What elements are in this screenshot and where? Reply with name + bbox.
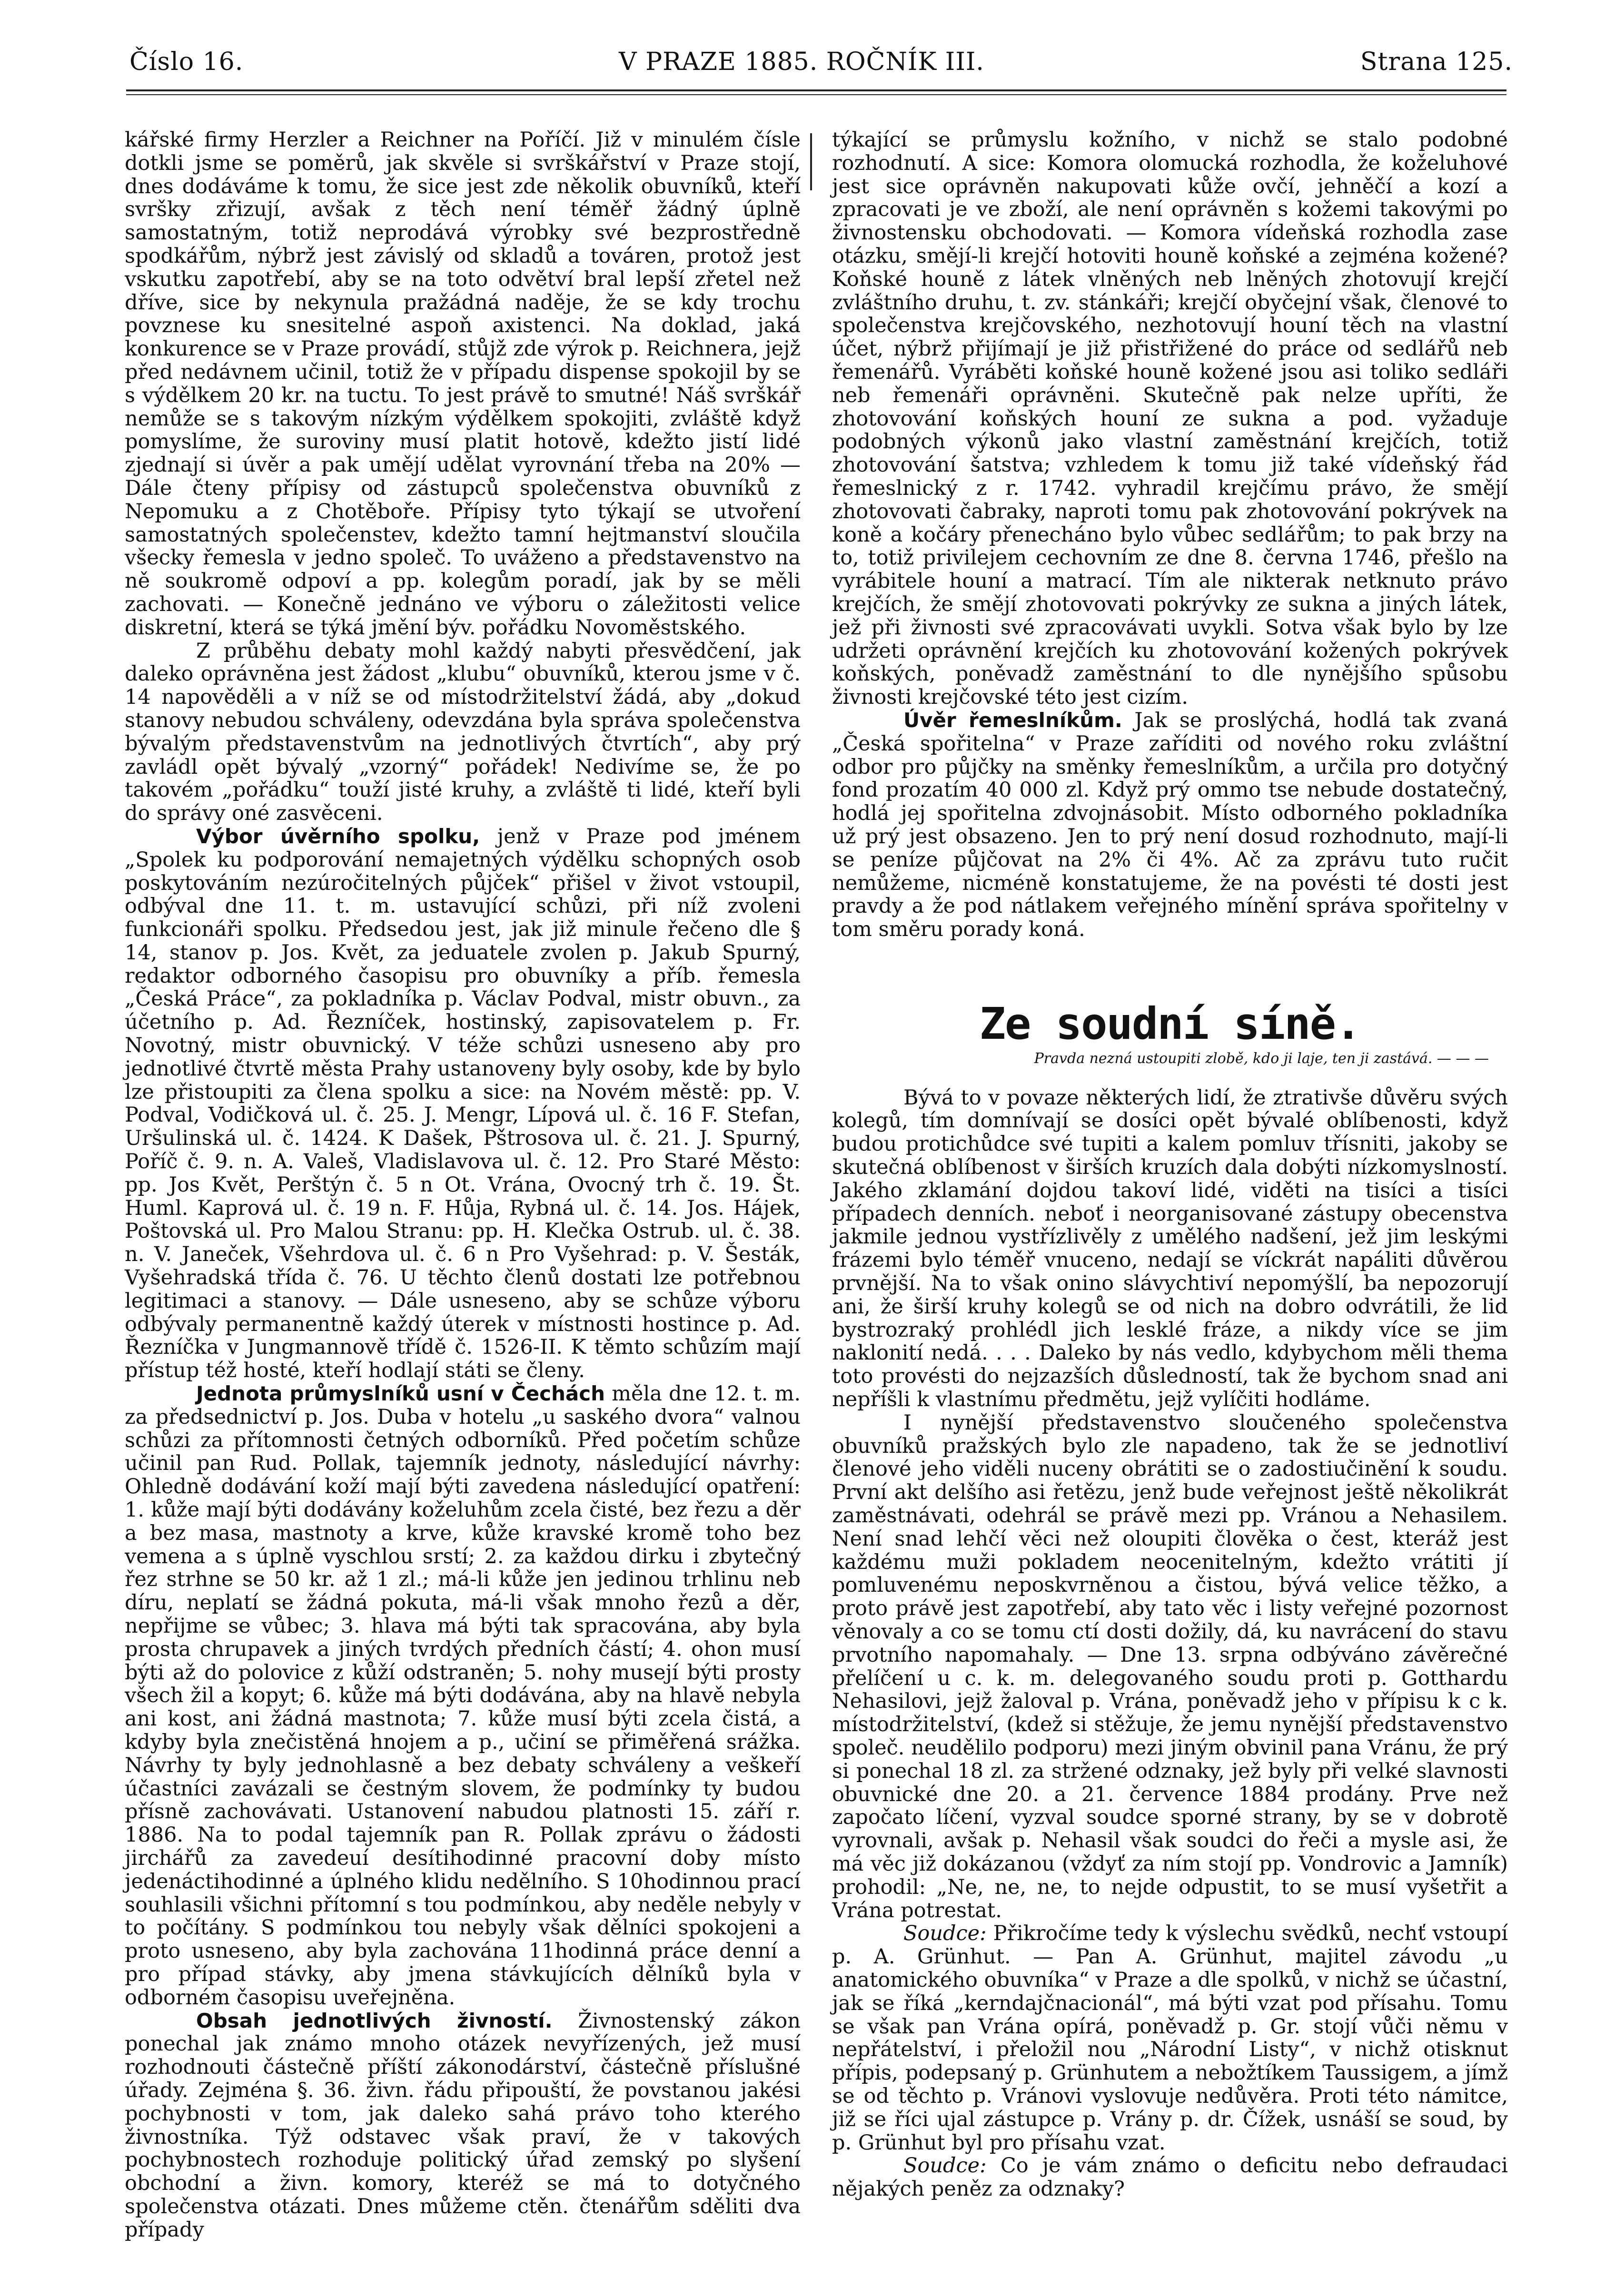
article-paragraph bbox=[125, 825, 801, 1382]
page-number: Strana 125. bbox=[1360, 48, 1513, 76]
paragraph-text: Přikročíme tedy k výslechu svědků, nechť vstoupí p. A. Grünhut. — Pan A. Grünhut, majitel závodu „u anatomického obuvníka“ v Praze a dle spolků, v nichž se účastní, jak se říká „kerndajčnacionál“, má býti vzat pod přísahu. Tomu se však pan Vrána opírá, poněvadž p. Gr. stojí vůči němu v nepřátelství, i přeložil nou „Národní Listy“, v nichž otisknut přípis, podepsaný p. Grünhutem a nebožtíkem Taussigem, a jímž se od těchto p. Vránovi vyslovuje nedůvěra. Proti této námitce, již se říci ujal zástupce p. Vrány p. dr. Čížek, usnáší se soud, by p. Grünhut byl pro přísahu vzat. bbox=[832, 1922, 1508, 2155]
paragraph-text: jenž v Praze pod jménem „Spolek ku podporování nemajetných výdělku schopných osob poskytováním nezúročitelných půjček“ přišel v život vstoupil, odbýval dne 11. t. m. ustavující schůzi, při níž zvoleni funkcionáři spolku. Předsedou jest, jak již minule řečeno dle § 14, stanov p. Jos. Květ, za jeduatele zvolen p. Jakub Spurný, redaktor odborného časopisu pro obuvníky a příb. řemesla „Česká Práce“, za pokladníka p. Václav Podval, mistr obuvn., za účetního p. Ad. Řezníček, hostinský, zapisovatelem p. Fr. Novotný, mistr obuvnický. V téže schůzi usneseno aby pro jednotlivé čtvrtě města Prahy ustanoveny byly osoby, kde by bylo lze přistoupiti za člena spolku a sice: na Novém městě: pp. V. Podval, Vodičková ul. č. 25. J. Mengr, Lípová ul. č. 16 F. Stefan, Uršulinská ul. č. 1424. K Dašek, Pštrosova ul. č. 21. J. Spurný, Poříč č. 9. n. A. Valeš, Vladislavova ul. č. 12. Pro Staré Město: pp. Jos Květ, Perštýn č. 5 n Ot. Vrána, Ovocný trh č. 19. Št. Huml. Kaprová ul. č. 19 n. F. Hůja, Rybná ul. č. 14. Jos. Hájek, Poštovská ul. Pro Malou Stranu: pp. H. Klečka Ostrub. ul. č. 38. n. V. Janeček, Všehrdova ul. č. 6 n Pro Vyšehrad: p. V. Šesták, Vyšehradská třída č. 76. U těchto členů dostati lze potřebnou legitimaci a stanovy. — Dále usneseno, aby se schůze výboru odbývaly permanentně každý úterek v místnosti hostince p. Ad. Řezníčka v Jungmannově třídě č. 1526-II. K těmto schůzím mají přístup též hosté, kteří hodlají státi se členy. bbox=[125, 824, 801, 1383]
article-paragraph bbox=[832, 1922, 1508, 2154]
column-divider bbox=[810, 133, 812, 190]
article-paragraph bbox=[832, 128, 1508, 709]
place-year-volume: V PRAZE 1885. ROČNÍK III. bbox=[619, 48, 984, 76]
paragraph-text: Z průběhu debaty mohl každý nabyti přesvědčení, jak daleko oprávněna jest žádost „klubu“ obuvníků, kterou jsme v č. 14 napověděli a v níž se od místodržitelství žádá, aby „dokud stanovy nebudou schváleny, odevzdána byla správa společenstva bývalým představenstvům na jednotlivých čtvrtích“, aby prý zavládl opět bývalý „vzorný“ pořádek! Nedivíme se, že po takovém „pořádku“ touží jisté kruhy, a zvláště ti lidé, kteří byli do správy oné zasvěceni. bbox=[125, 639, 801, 826]
speaker-label: Soudce: bbox=[903, 1922, 987, 1946]
article-paragraph bbox=[125, 1382, 801, 2010]
paragraph-text: I nynější představenstvo sloučeného společenstva obuvníků pražských bylo zle napadeno, tak že se jednotliví členové jeho viděli nuceny obrátiti se o zadostiučinění k soudu. První akt delšího asi řetězu, jenž bude veřejnost ještě několikrát zaměstnávati, odehrál se právě mezi pp. Vránou a Nehasilem. Není snad lehčí věci než oloupiti člověka o čest, kteráž jest každému muži pokladem neocenitelným, kdežto vrátiti jí pomluvenému neposkvrněnou a čistou, bývá velice těžko, a proto právě jest zapotřebí, aby tato věc i listy veřejné pozornost věnovaly a co se tomu ctí dosti dožily, dá, ku navrácení do stavu prvotního napomahaly. — Dne 13. srpna odbýváno závěrečné přelíčení u c. k. m. delegovaného soudu proti p. Gotthardu Nehasilovi, jejž žaloval p. Vrána, poněvadž jeho v přípisu k c k. místodržitelství, (kdež si stěžuje, že jemu nynější představenstvo společ. neudělilo podporu) mezi jiným obvinil pana Vránu, že prý si ponechal 18 zl. za stržené odznaky, jež byly při velké slavnosti obuvnické dne 20. a 21. července 1884 prodány. Prve než započato líčení, vyzval soudce sporné strany, by se v dobrotě vyrovnali, avšak p. Nehasil však soudci do řeči a mysle asi, že má věc již dokázanou (vždyť za ním stojí pp. Vondrovic a Jamník) prohodil: „Ne, ne, ne, to nejde odpustit, to se musí vyšetřit a Vrána potrestat. bbox=[832, 1410, 1508, 1922]
paragraph-text: měla dne 12. t. m. za předsednictví p. Jos. Duba v hotelu „u saského dvora“ valnou schůzi za přítomnosti četných odborníků. Před početím schůze učinil pan Rud. Pollak, tajemník jednoty, následující návrhy: Ohledně dodávání koží mají býti zavedena následující opatření: 1. kůže mají býti dodávány koželuhům zcela čisté, bez řezu a děr a bez masa, mastnoty a krve, kůže kravské kromě toho bez vemena a s úplně vyschlou srstí; 2. za každou dirku i zbytečný řez strhne se 50 kr. až 1 zl.; má-li kůže jen jedinou trhlinu neb díru, neplatí se žádná pokuta, má-li však mnoho řezů a děr, nepřijme se vůbec; 3. hlava má býti tak spracována, aby byla prosta chrupavek a jiných tvrdých předních částí; 4. ohon musí býti až do polovice z kůží odstraněn; 5. nohy musejí býti prosty všech žil a kopyt; 6. kůže má býti dodávána, aby na hlavě nebyla ani kost, ani žádná mastnota; 7. kůže musí býti zcela čistá, a kdyby byla znečistěná hnojem a p., učiní se přiměřená srážka. Návrhy ty byly jednohlasně a bez debaty schváleny a veškeří účastníci zavázali se čestným slovem, že podmínky ty budou přísně zachovávati. Ustanovení nabudou platnosti 15. září r. 1886. Na to podal tajemník pan R. Pollak zprávu o žádosti jirchářů za zavedeuí desítihodinné pracovní doby místo jedenáctihodinné a úplného klidu nedělního. S 10hodinnou prací souhlasili všichni přítomní s tou podmínkou, aby neděle nebyly v to počítány. S podmínkou tou nebyly však dělníci spokojeni a proto usneseno, aby byla zachována 11hodinná práce denní a pro případ stávky, aby jmena stávkujících dělníků byla v odborném časopisu uveřejněna. bbox=[125, 1382, 801, 2010]
article-paragraph bbox=[832, 709, 1508, 941]
paragraph-text: týkající se průmyslu kožního, v nichž se stalo podobné rozhodnutí. A sice: Komora olomucká rozhodla, že koželuhové jest sice oprávněn nakupovati kůže ovčí, jehněčí a kozí a zpracovati je ve zboží, ale není oprávněn s kožemi takovými po živnostensku obchodovati. — Komora vídeňská rozhodla zase otázku, smějí-li krejčí hotoviti houně koňské a zejména kožené? Koňské houně z látek vlněných neb lněných zhotovují krejčí zvláštního druhu, t. zv. stánkáři; krejčí obyčejní však, členové to společenstva krejčovského, nezhotovují houní těch na vlastní účet, nýbrž přijímají je již přistřižené do práce od sedlářů neb řemenářů. Vyráběti koňské houně kožené jsou asi toliko sedláři neb řemenáři oprávněni. Skutečně pak nelze upříti, že zhotovování koňských houní ze sukna a pod. vyžaduje podobných výkonů jako vlastní zaměstnání krejčích, totiž zhotovování šatstva; vzhledem k tomu již také vídeňský řád řemeslnický z r. 1742. vyhradil krejčímu právo, že smějí zhotovovati čabraky, naproti tomu pak zhotovování pokrývek na koně a kočáry přenecháno bylo vůbec sedlářům; to pak brzy na to, totiž privilejem cechovním ze dne 8. června 1746, přešlo na vyrábitele houní a matrací. Tím ale nikterak netknuto právo krejčích, že smějí zhotovovati pokrývky ze sukna a jiných látek, jež při živnosti své zpracovávati uvykli. Sotva však bylo by lze udržeti oprávnění krejčích ku zhotovování kožených pokrývek koňských, poněvadž zaměstnání to dle nynějšího spůsobu živnosti krejčovské této jest cizím. bbox=[832, 128, 1508, 709]
issue-number: Číslo 16. bbox=[129, 48, 244, 76]
paragraph-text: Živnostenský zákon ponechal jak známo mnoho otázek nevyřízených, jež musí rozhodnouti částečně příští zákonodárství, částečně příslušné úřady. Zejména §. 36. živn. řádu připouští, že povstanou jakési pochybnosti v tom, jak daleko sahá právo toho kterého živnostníka. Týž odstavec však praví, že v takových pochybnostech rozhoduje politický úřad zemský po slyšení obchodní a živn. komory, kteréž se má to dotyčného společenstva otázati. Dnes můžeme ctěn. čtenářům sděliti dva případy bbox=[125, 2009, 801, 2242]
paragraph-text: kářské firmy Herzler a Reichner na Poříčí. Již v minulém čísle dotkli jsme se poměrů, jak skvěle si svrškářství v Praze stojí, dnes dodáváme k tomu, že sice jest zde několik obuvníků, kteří svršky zřizují, avšak z těch není téměř žádný úplně samostatným, totiž neprodává výrobky své bezprostředně spodkářům, nýbrž jest závislý od skladů a továren, protož jest vskutku zapotřebí, aby se na toto odvětví bral lepší zřetel než dříve, sice by nekynula pražádná naděje, že se kdy trochu povznese ku snesitelné aspoň axistenci. Na doklad, jaká konkurence se v Praze provádí, stůjž zde výrok p. Reichnera, jejž před nedávnem učinil, totiž že v případu dispense spokojil by se s výdělkem 20 kr. na tuctu. To jest právě to smutné! Náš svrškář nemůže se s takovým nízkým výdělkem spokojiti, zvláště když pomyslíme, že suroviny musí platit hotově, kdežto jistí lidé zjednají si úvěr a pak umějí udělat vyrovnání třeba na 20% — Dále čteny přípisy od zástupců společenstva obuvníků z Nepomuku a z Chotěboře. Přípisy tyto týkají se utvoření samostatných společenstev, kdežto tamní hejtmanství sloučila všecky řemesla v jedno společ. To uváženo a představenstvo na ně soukromě odpoví a pp. kolegům poradí, jak by se měli zachovati. — Konečně jednáno ve výboru o záležitosti velice diskretní, která se týká jmění býv. pořádku Novoměstského. bbox=[125, 128, 801, 640]
paragraph-lead: Výbor úvěrního spolku, bbox=[196, 824, 480, 848]
header-rule-bottom bbox=[126, 94, 1506, 95]
right-column bbox=[832, 128, 1508, 2201]
paragraph-lead: Úvěr řemeslníkům. bbox=[903, 708, 1122, 732]
article-paragraph bbox=[832, 2154, 1508, 2201]
paragraph-text: Bývá to v povaze některých lidí, že ztrativše důvěru svých kolegů, tím domnívají se dosíci opět bývalé oblíbenosti, když budou protichůdce své tupiti a kalem pomluv třísniti, jakoby se skutečná oblíbenost v širších kruzích dala dobýti nízkomyslností. Jakého zklamání dojdou takoví lidé, viděti na tisíci a tisíci případech denních. neboť i neorganisované zástupy obecenstva jakmile jednou vystřízlivěly z umělého nadšení, jež jim leskými frázemi bylo téměř vnuceno, nedají se víckrát napáliti důvěrou prvnější. Na to však onino slávychtiví nepomýšlí, ba nepozorují ani, že širší kruhy kolegů se od nich na dobro odvrátili, že lid bystrozraký prohlédl jich lesklé fráze, a nikdy více se jim naklonití nedá. . . . Daleko by nás vedlo, kdybychom měli thema toto provésti do nejzazších důsledností, tak že bychom snad ani nepříšli k vlastnímu předmětu, jejž vylíčiti hodláme. bbox=[832, 1085, 1508, 1412]
paragraph-lead: Obsah jednotlivých živností. bbox=[196, 2009, 553, 2032]
left-column bbox=[125, 128, 801, 2242]
page-header bbox=[0, 48, 1615, 105]
section-title: Ze soudní síně. bbox=[979, 998, 1361, 1049]
speaker-label: Soudce: bbox=[903, 2154, 987, 2178]
header-rule-top bbox=[126, 89, 1506, 91]
paragraph-text: Co je vám známo o deficitu nebo defraudaci nějakých peněz za odznaky? bbox=[832, 2154, 1508, 2201]
section-motto: Pravda nezná ustoupiti zlobě, kdo ji laje, ten ji zastává. — — — bbox=[1034, 1050, 1489, 1067]
paragraph-lead: Jednota průmyslníků usní v Čechách bbox=[196, 1382, 605, 1406]
paragraph-text: Jak se proslýchá, hodlá tak zvaná „Česká spořitelna“ v Praze zaříditi od nového roku zvláštní odbor pro půjčky na směnky řemeslníkům, a určila pro dotyčný fond prozatím 40 000 zl. Když prý ommo tse nebude dostatečný, hodlá jej spořitelna zdvojnásobit. Místo odborného pokladníka už prý jest obsazeno. Jen to prý není dosud rozhodnuto, mají-li se peníze půjčovat na 2% či 4%. Ač za zprávu tuto ručit nemůžeme, nicméně konstatujeme, že na povésti té dosti jest pravdy a že pod nátlakem veřejného mínění správa spořitelny v tom směru porady koná. bbox=[832, 708, 1508, 942]
article-paragraph bbox=[125, 640, 801, 825]
article-paragraph bbox=[125, 2010, 801, 2242]
article-paragraph bbox=[832, 1086, 1508, 1411]
article-paragraph bbox=[832, 1411, 1508, 1922]
article-paragraph bbox=[125, 128, 801, 640]
